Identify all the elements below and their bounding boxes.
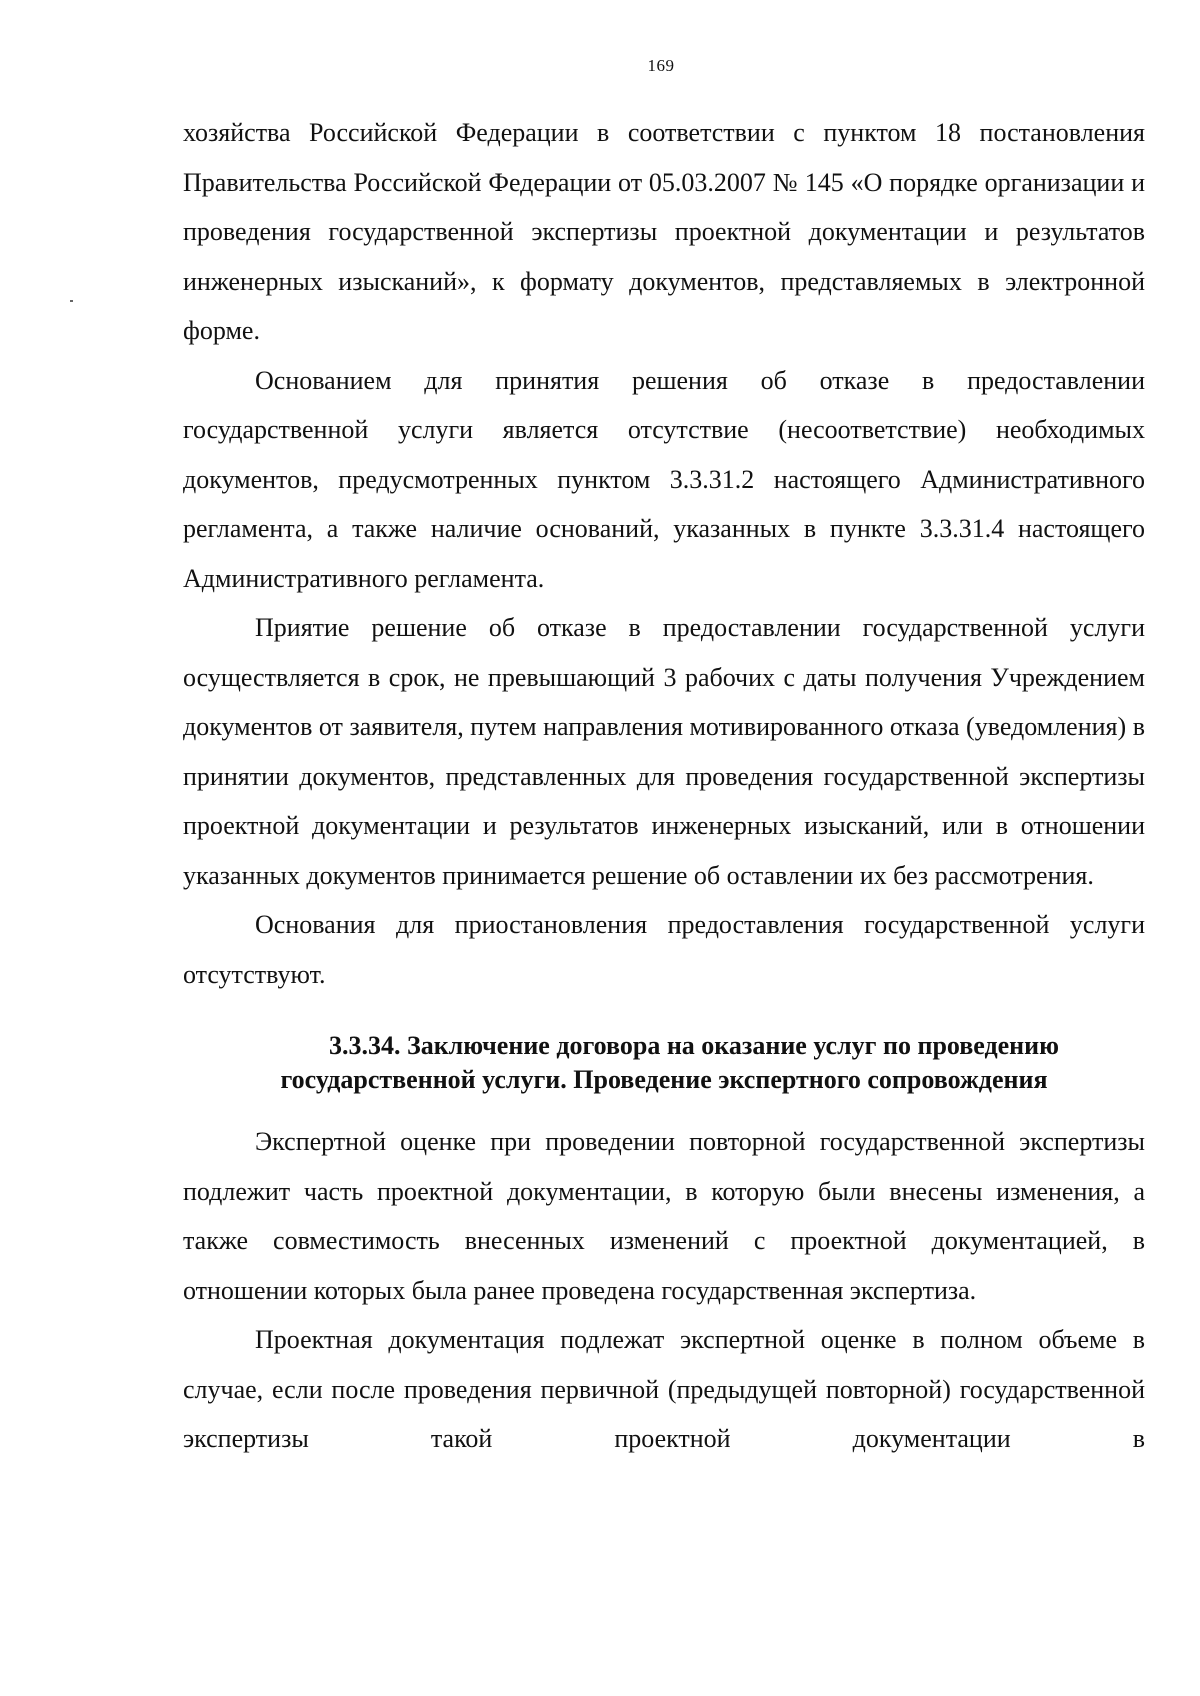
section-heading-line-2: государственной услуги. Проведение экспертного сопровождения	[280, 1065, 1048, 1094]
paragraph-continuation: хозяйства Российской Федерации в соответствии с пунктом 18 постановления Правительства Российской Федерации от 05.03.2007 № 145 «О порядке организации и проведения государственной экспертизы проектной документации и результатов инженерных изысканий», к формату документов, представляемых в электронной форме.	[183, 118, 1145, 345]
paragraph-refusal-grounds: Основанием для принятия решения об отказе в предоставлении государственной услуги является отсутствие (несоответствие) необходимых документов, предусмотренных пунктом 3.3.31.2 настоящего Административного регламента, а также наличие оснований, указанных в пункте 3.3.31.4 настоящего Административного регламента.	[183, 365, 1145, 593]
section-heading-line-1: 3.3.34. Заключение договора на оказание услуг по проведению	[328, 1031, 1060, 1060]
paragraph-expert-assessment: Экспертной оценке при проведении повторной государственной экспертизы подлежит часть проектной документации, в которую были внесены изменения, а также совместимость внесенных изменений с проектной документацией, в отношении которых была ранее проведена государственная экспертиза.	[183, 1127, 1145, 1305]
margin-mark	[70, 300, 73, 302]
paragraph-refusal-decision: Приятие решение об отказе в предоставлении государственной услуги осуществляется в срок, не превышающий 3 рабочих с даты получения Учреждением документов от заявителя, путем направления мотивированного отказа (уведомления) в принятии документов, представленных для проведения государственной экспертизы проектной документации и результатов инженерных изысканий, или в отношении указанных документов принимается решение об оставлении их без рассмотрения.	[183, 613, 1145, 890]
page-number: 169	[647, 56, 675, 75]
document-body	[183, 108, 1145, 1464]
section-heading	[183, 1029, 1145, 1097]
paragraph-suspension-grounds: Основания для приостановления предоставления государственной услуги отсутствуют.	[183, 910, 1145, 989]
paragraph-full-assessment: Проектная документация подлежат экспертной оценке в полном объеме в случае, если после проведения первичной (предыдущей повторной) государственной экспертизы такой проектной документации в	[183, 1325, 1145, 1453]
